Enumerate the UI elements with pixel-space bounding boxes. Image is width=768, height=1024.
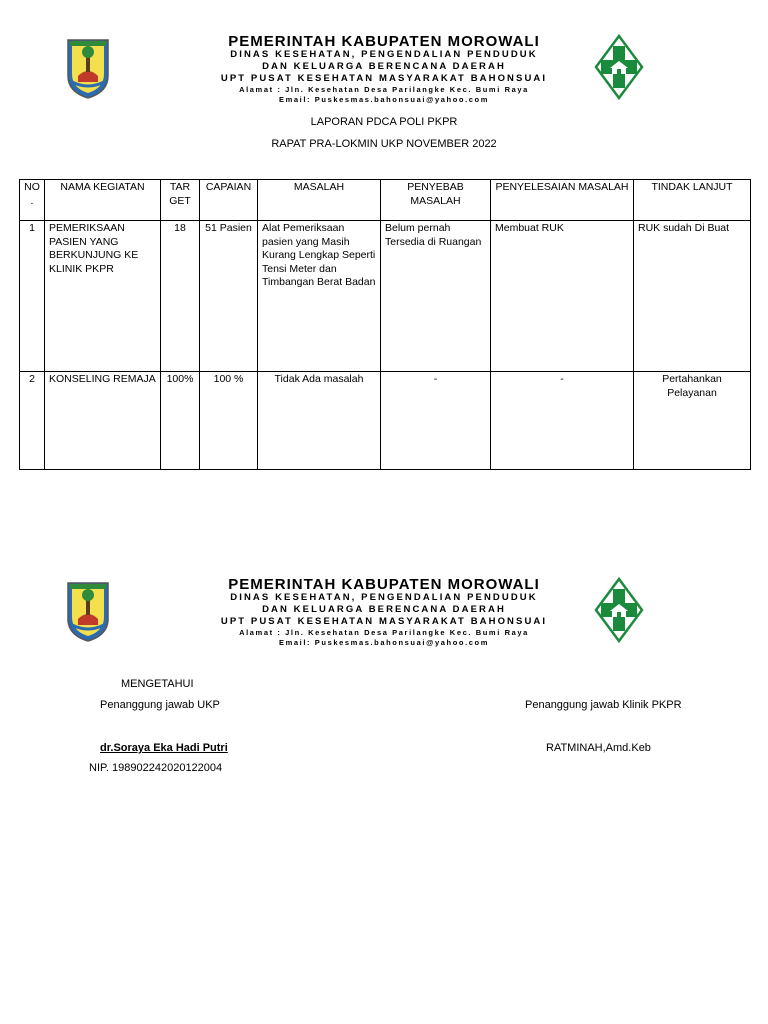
table-cell: Tidak Ada masalah — [258, 372, 381, 470]
department-line-1: DINAS KESEHATAN, PENGENDALIAN PENDUDUK — [230, 49, 538, 60]
table-cell: 18 — [161, 221, 200, 372]
table-cell: Alat Pemeriksaan pasien yang Masih Kurang Lengkap Seperti Tensi Meter dan Timbangan Berat Badan — [258, 221, 381, 372]
table-cell: 2 — [20, 372, 45, 470]
table-cell: Belum pernah Tersedia di Ruangan — [381, 221, 491, 372]
acknowledged-label: MENGETAHUI — [121, 678, 194, 690]
email: Email: Puskesmas.bahonsuai@yahoo.com — [279, 638, 489, 647]
table-cell: Membuat RUK — [491, 221, 634, 372]
report-subtitle: RAPAT PRA-LOKMIN UKP NOVEMBER 2022 — [271, 138, 497, 150]
table-cell: 1 — [20, 221, 45, 372]
header-cell: PENYEBAB MASALAH — [381, 180, 491, 221]
header-cell: TINDAK LANJUT — [634, 180, 751, 221]
table-cell: RUK sudah Di Buat — [634, 221, 751, 372]
address: Alamat : Jln. Kesehatan Desa Parilangke Kec. Bumi Raya — [239, 628, 529, 637]
upt-name: UPT PUSAT KESEHATAN MASYARAKAT BAHONSUAI — [220, 616, 548, 627]
table-cell: 100% — [161, 372, 200, 470]
table-cell: 51 Pasien — [200, 221, 258, 372]
letterhead-top — [0, 33, 768, 113]
right-signatory-role: Penanggung jawab Klinik PKPR — [525, 699, 682, 711]
header-cell: MASALAH — [258, 180, 381, 221]
table-header-row — [20, 180, 751, 221]
right-signatory-name: RATMINAH,Amd.Keb — [546, 742, 651, 754]
table-row — [20, 372, 751, 470]
header-cell: CAPAIAN — [200, 180, 258, 221]
address: Alamat : Jln. Kesehatan Desa Parilangke Kec. Bumi Raya — [239, 85, 529, 94]
department-line-1: DINAS KESEHATAN, PENGENDALIAN PENDUDUK — [230, 592, 538, 603]
left-signatory-role: Penanggung jawab UKP — [100, 699, 220, 711]
puskesmas-cross-logo — [594, 577, 644, 643]
report-title: LAPORAN PDCA POLI PKPR — [310, 116, 458, 128]
email: Email: Puskesmas.bahonsuai@yahoo.com — [279, 95, 489, 104]
header-cell: NO . — [20, 180, 45, 221]
government-title: PEMERINTAH KABUPATEN MOROWALI — [228, 33, 540, 50]
government-title: PEMERINTAH KABUPATEN MOROWALI — [228, 576, 540, 593]
left-signatory-nip: NIP. 198902242020122004 — [89, 762, 223, 774]
table-cell: - — [381, 372, 491, 470]
header-cell: NAMA KEGIATAN — [45, 180, 161, 221]
table-cell: Pertahankan Pelayanan — [634, 372, 751, 470]
table-row — [20, 221, 751, 372]
department-line-2: DAN KELUARGA BERENCANA DAERAH — [262, 604, 506, 615]
table-cell: - — [491, 372, 634, 470]
table-cell: 100 % — [200, 372, 258, 470]
table-cell: KONSELING REMAJA — [45, 372, 161, 470]
letterhead-bottom — [0, 576, 768, 656]
left-signatory-name: dr.Soraya Eka Hadi Putri — [100, 742, 228, 754]
header-cell: TAR GET — [161, 180, 200, 221]
upt-name: UPT PUSAT KESEHATAN MASYARAKAT BAHONSUAI — [220, 73, 548, 84]
department-line-2: DAN KELUARGA BERENCANA DAERAH — [262, 61, 506, 72]
header-cell: PENYELESAIAN MASALAH — [491, 180, 634, 221]
pdca-table — [19, 179, 751, 470]
table-cell: PEMERIKSAAN PASIEN YANG BERKUNJUNG KE KLINIK PKPR — [45, 221, 161, 372]
puskesmas-cross-logo — [594, 34, 644, 100]
